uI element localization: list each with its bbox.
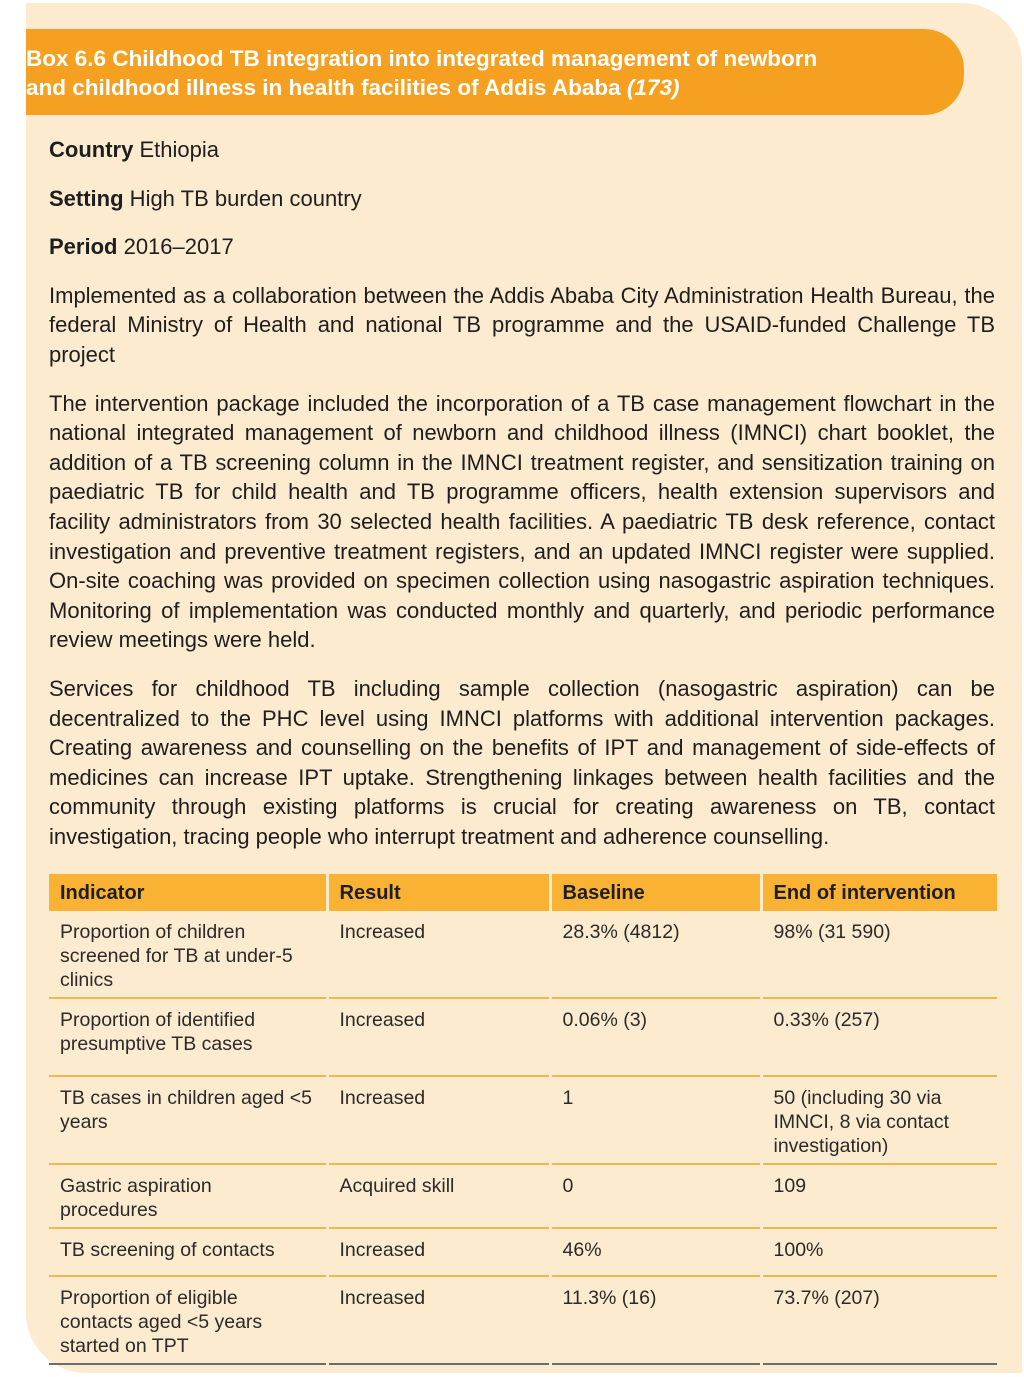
cell-result: Increased bbox=[327, 998, 550, 1076]
table-row bbox=[49, 1228, 997, 1276]
cell-indicator: Proportion of eligible contacts aged <5 years started on TPT bbox=[49, 1276, 327, 1364]
setting-label: Setting bbox=[49, 185, 124, 211]
table-row bbox=[49, 1164, 997, 1228]
cell-baseline: 46% bbox=[550, 1228, 761, 1276]
cell-indicator: Proportion of children screened for TB at under-5 clinics bbox=[49, 911, 327, 998]
indicator-table bbox=[49, 874, 997, 1365]
paragraph-intervention: The intervention package included the incorporation of a TB case management flowchart in the national integrated management of newborn and childhood illness (IMNCI) chart booklet, the addition of a TB screening column in the IMNCI treatment register, and sensitization training on paediatric TB for child health and TB programme officers, health extension supervisors and facility administrators from 30 selected health facilities. A paediatric TB desk reference, contact investigation and preventive treatment registers, and an updated IMNCI register were supplied. On-site coaching was provided on specimen collection using nasogastric aspiration techniques. Monitoring of implementation was conducted monthly and quarterly, and periodic performance review meetings were held. bbox=[49, 390, 995, 653]
cell-result: Acquired skill bbox=[327, 1164, 550, 1228]
table-header-row bbox=[49, 874, 997, 911]
period-label: Period bbox=[49, 234, 118, 260]
cell-baseline: 1 bbox=[550, 1076, 761, 1164]
cell-indicator: Gastric aspiration procedures bbox=[49, 1164, 327, 1228]
box-content bbox=[49, 135, 995, 851]
header-baseline: Baseline bbox=[550, 874, 761, 911]
setting-value: High TB burden country bbox=[123, 185, 362, 211]
cell-end: 98% (31 590) bbox=[761, 911, 997, 998]
cell-result: Increased bbox=[327, 911, 550, 998]
box-title-line1: Box 6.6 Childhood TB integration into integrated management of newborn bbox=[26, 46, 818, 71]
table-row bbox=[49, 998, 997, 1076]
cell-indicator: Proportion of identified presumptive TB cases bbox=[49, 998, 327, 1076]
cell-baseline: 0 bbox=[550, 1164, 761, 1228]
meta-country bbox=[49, 135, 995, 165]
cell-end: 109 bbox=[761, 1164, 997, 1228]
table-row bbox=[49, 1276, 997, 1364]
paragraph-collaboration: Implemented as a collaboration between the Addis Ababa City Administration Health Bureau, the federal Ministry of Health and national TB programme and the USAID-funded Challenge TB project bbox=[49, 282, 995, 367]
meta-setting bbox=[49, 184, 995, 214]
cell-indicator: TB screening of contacts bbox=[49, 1228, 327, 1276]
country-label: Country bbox=[49, 137, 134, 162]
meta-period bbox=[49, 232, 995, 262]
box-header bbox=[26, 29, 964, 115]
period-value: 2016–2017 bbox=[117, 234, 234, 260]
cell-end: 50 (including 30 via IMNCI, 8 via contact investigation) bbox=[761, 1076, 997, 1164]
header-end-of-intervention: End of intervention bbox=[761, 874, 997, 911]
box-title-text: and childhood illness in health facilities of Addis Ababa bbox=[26, 75, 627, 100]
box-title-reference: (173) bbox=[626, 75, 680, 100]
country-value: Ethiopia bbox=[133, 137, 219, 162]
cell-result: Increased bbox=[327, 1228, 550, 1276]
cell-result: Increased bbox=[327, 1276, 550, 1364]
cell-indicator: TB cases in children aged <5 years bbox=[49, 1076, 327, 1164]
paragraph-services: Services for childhood TB including sample collection (nasogastric aspiration) can be decentralized to the PHC level using IMNCI platforms with additional intervention packages. Creating awareness and counselling on the benefits of IPT and management of side-effects of medicines can increase IPT uptake. Strengthening linkages between health facilities and the community through existing platforms is crucial for creating awareness on TB, contact investigation, tracing people who interrupt treatment and adherence counselling. bbox=[49, 675, 995, 849]
cell-end: 0.33% (257) bbox=[761, 998, 997, 1076]
cell-end: 100% bbox=[761, 1228, 997, 1276]
table-row bbox=[49, 1076, 997, 1164]
cell-baseline: 0.06% (3) bbox=[550, 998, 761, 1076]
cell-end: 73.7% (207) bbox=[761, 1276, 997, 1364]
table-row bbox=[49, 911, 997, 998]
cell-result: Increased bbox=[327, 1076, 550, 1164]
cell-baseline: 11.3% (16) bbox=[550, 1276, 761, 1364]
box-title-line2 bbox=[26, 73, 964, 102]
header-indicator: Indicator bbox=[49, 874, 327, 911]
header-result: Result bbox=[327, 874, 550, 911]
cell-baseline: 28.3% (4812) bbox=[550, 911, 761, 998]
